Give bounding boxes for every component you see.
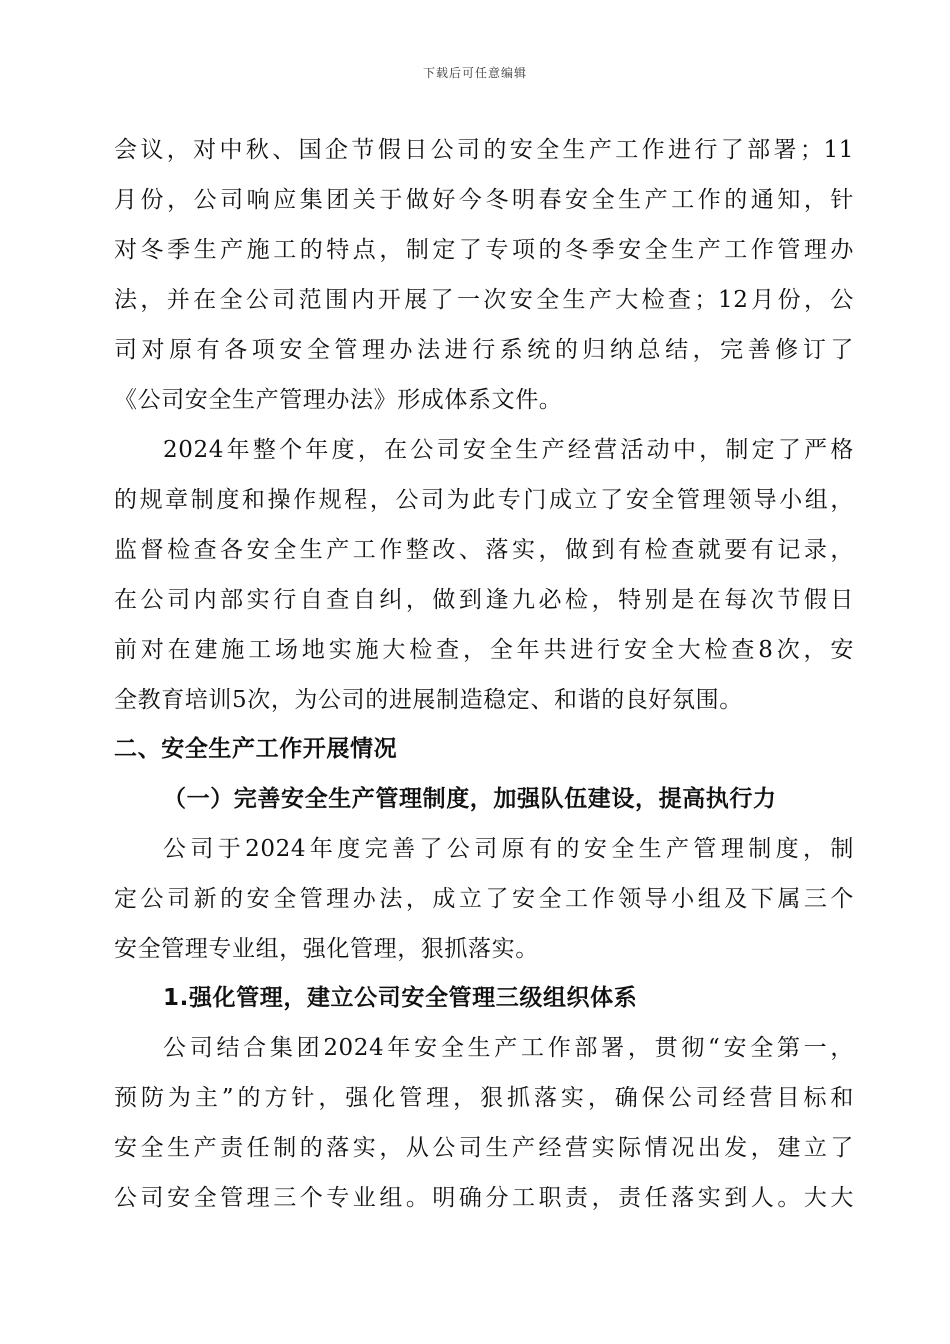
body-line: 监督检查各安全生产工作整改、落实，做到有检查就要有记录，: [114, 537, 854, 563]
body-line: 月份，公司响应集团关于做好今冬明春安全生产工作的通知，针: [114, 187, 854, 213]
body-line: 安全生产责任制的落实，从公司生产经营实际情况出发，建立了: [114, 1135, 854, 1161]
body-line: 在公司内部实行自查自纠，做到逢九必检，特别是在每次节假日: [114, 587, 854, 613]
body-line: 全教育培训5次，为公司的进展制造稳定、和谐的良好氛围。: [114, 687, 743, 713]
paragraph-first-line: 2024年整个年度，在公司安全生产经营活动中，制定了严格: [163, 437, 854, 463]
body-line: 公司安全管理三个专业组。明确分工职责，责任落实到人。大大: [114, 1185, 854, 1211]
paragraph-first-line: 公司结合集团2024年安全生产工作部署，贯彻“安全第一，: [163, 1035, 854, 1061]
header-note: 下载后可任意编辑: [422, 66, 527, 80]
body-line: 司对原有各项安全管理办法进行系统的归纳总结，完善修订了: [114, 337, 854, 363]
body-line: 会议，对中秋、国企节假日公司的安全生产工作进行了部署；11: [114, 137, 854, 163]
body-line: 预防为主”的方针，强化管理，狠抓落实，确保公司经营目标和: [114, 1085, 854, 1111]
body-line: 的规章制度和操作规程，公司为此专门成立了安全管理领导小组，: [114, 487, 854, 513]
subsection-heading: （一）完善安全生产管理制度，加强队伍建设，提高执行力: [163, 786, 777, 812]
section-heading: 二、安全生产工作开展情况: [114, 736, 398, 762]
body-line: 法，并在全公司范围内开展了一次安全生产大检查；12月份，公: [114, 287, 854, 313]
body-line: 定公司新的安全管理办法，成立了安全工作领导小组及下属三个: [114, 886, 854, 912]
body-line: 对冬季生产施工的特点，制定了专项的冬季安全生产工作管理办: [114, 237, 854, 263]
body-line: 安全管理专业组，强化管理，狠抓落实。: [114, 936, 539, 962]
paragraph-first-line: 公司于2024年度完善了公司原有的安全生产管理制度，制: [163, 836, 854, 862]
body-line: 《公司安全生产管理办法》形成体系文件。: [114, 387, 563, 413]
numbered-heading: 1.强化管理，建立公司安全管理三级组织体系: [163, 985, 638, 1011]
body-line: 前对在建施工场地实施大检查，全年共进行安全大检查8次，安: [114, 637, 854, 663]
